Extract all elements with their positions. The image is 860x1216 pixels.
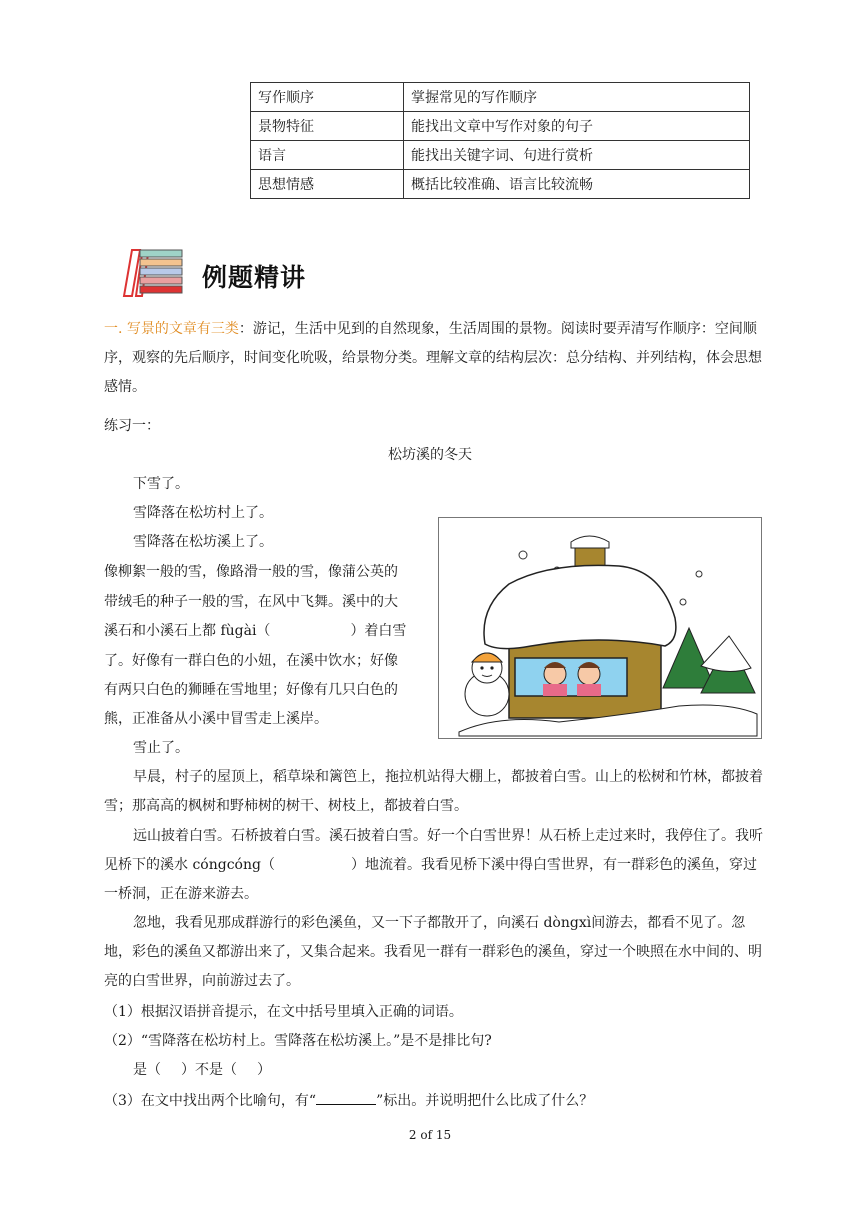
table-cell-aspect: 写作顺序 bbox=[251, 83, 404, 112]
table-cell-aspect: 语言 bbox=[251, 141, 404, 170]
intro-text: ：游记，生活中见到的自然现象，生活周围的景物。阅读时要弄清写作顺序：空间顺序，观察的先后顺序，时间变化吮吸，给景物分类。理解文章的结构层次：总分结构、并列结构，体会思想感情。 bbox=[104, 321, 762, 395]
passage-title: 松坊溪的冬天 bbox=[388, 447, 472, 463]
passage-p4-line1: 像柳絮一般的雪，像路滑一般的雪，像蒲公英的 bbox=[104, 564, 398, 580]
passage-p4-line5: 有两只白色的狮睡在雪地里；好像有几只白色的 bbox=[104, 682, 398, 698]
table-row bbox=[251, 141, 750, 170]
table-cell-requirement: 概括比较准确、语言比较流畅 bbox=[404, 170, 750, 199]
passage-p7 bbox=[104, 822, 770, 909]
option-no-label: ）不是（ bbox=[181, 1062, 237, 1078]
option-close: ） bbox=[257, 1062, 271, 1078]
exercise-label: 练习一： bbox=[104, 418, 160, 434]
fugai-prompt: 溪石和小溪石上都 fùgài（ bbox=[104, 623, 271, 639]
table-cell-aspect: 景物特征 bbox=[251, 112, 404, 141]
fugai-suffix: ）着白雪 bbox=[350, 623, 407, 639]
snowy-house-illustration bbox=[438, 517, 762, 739]
passage-p1: 下雪了。 bbox=[133, 476, 189, 492]
page-number: 2 of 15 bbox=[408, 1128, 452, 1142]
passage-p4-line2: 带绒毛的种子一般的雪，在风中飞舞。溪中的大 bbox=[104, 594, 398, 610]
passage-p8: 忽地，我看见那成群游行的彩色溪鱼，又一下子都散开了，向溪石 dòngxì间游去，都看不见了。忽地，彩色的溪鱼又都游出来了，又集合起来。我看见一群有一群彩色的溪鱼，穿过一个映照在水中间的、明亮的白雪世界，向前游过去了。 bbox=[104, 915, 762, 989]
intro-heading: 一. 写景的文章有三类 bbox=[104, 321, 239, 337]
passage-p4-line4: 了。好像有一群白色的小妞，在溪中饮水；好像 bbox=[104, 653, 398, 669]
passage-p7-text-end: ）地流着。我看见桥下溪中得白雪世界，有一群彩色的溪鱼，穿过一桥洞，正在游来游去。 bbox=[104, 857, 757, 902]
books-icon bbox=[118, 244, 188, 302]
table-cell-aspect: 思想情感 bbox=[251, 170, 404, 199]
passage-p6: 早晨，村子的屋顶上，稻草垛和篱笆上，拖拉机站得大棚上，都披着白雪。山上的松树和竹林，都披着雪；那高高的枫树和野柿树的树干、树枝上，都披着白雪。 bbox=[104, 769, 763, 814]
question-3 bbox=[104, 1087, 593, 1116]
intro-paragraph bbox=[104, 315, 770, 402]
question-2: （2）“雪降落在松坊村上。雪降落在松坊溪上。”是不是排比句? bbox=[104, 1033, 492, 1049]
section-title: 例题精讲 bbox=[202, 263, 307, 292]
passage-p2: 雪降落在松坊村上了。 bbox=[133, 505, 273, 521]
table-cell-requirement: 掌握常见的写作顺序 bbox=[404, 83, 750, 112]
table-row bbox=[251, 170, 750, 199]
writing-criteria-table bbox=[250, 82, 750, 199]
passage-p5: 雪止了。 bbox=[133, 740, 189, 756]
underline-mark bbox=[316, 1092, 376, 1105]
question-1: （1）根据汉语拼音提示，在文中括号里填入正确的词语。 bbox=[104, 1004, 463, 1020]
passage-p4-line6: 熊，正准备从小溪中冒雪走上溪岸。 bbox=[104, 711, 328, 727]
question-2-options bbox=[133, 1056, 271, 1085]
table-cell-requirement: 能找出文章中写作对象的句子 bbox=[404, 112, 750, 141]
table-row bbox=[251, 83, 750, 112]
passage-p4-line3 bbox=[104, 617, 406, 646]
passage-p3: 雪降落在松坊溪上了。 bbox=[133, 534, 273, 550]
question-3-text: （3）在文中找出两个比喻句，有“ bbox=[104, 1093, 317, 1109]
table-cell-requirement: 能找出关键字词、句进行赏析 bbox=[404, 141, 750, 170]
option-yes-label: 是（ bbox=[133, 1062, 161, 1078]
table-row bbox=[251, 112, 750, 141]
question-3-text-end: ”标出。并说明把什么比成了什么？ bbox=[376, 1093, 594, 1109]
passage-p7-text: 远山披着白雪。石桥披着白雪。溪石披着白雪。好一个白雪世界！从石桥上走过来时，我停住了。我听见桥下的溪水 cóngcóng（ bbox=[104, 828, 763, 873]
